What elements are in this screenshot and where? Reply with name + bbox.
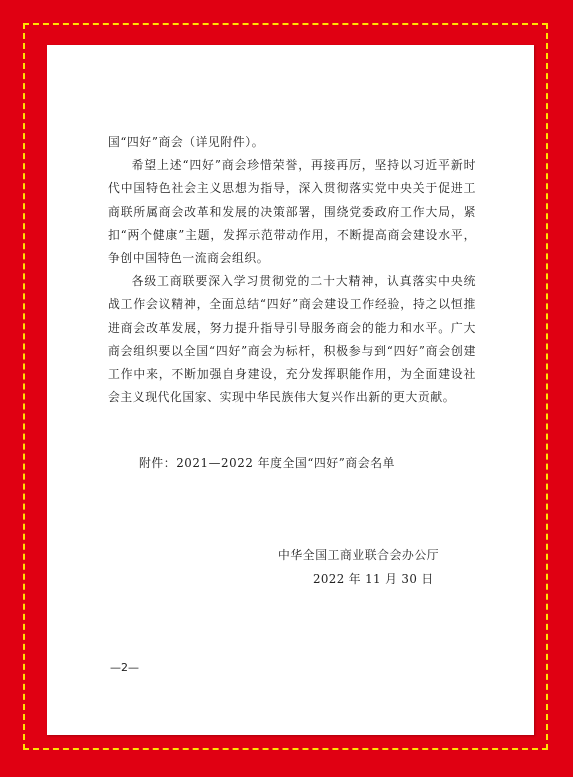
issuing-office: 中华全国工商业联合会办公厅 — [278, 548, 440, 562]
issue-date: 2022 年 11 月 30 日 — [313, 572, 434, 586]
document-page — [47, 45, 534, 735]
attachment-line: 附件：2021—2022 年度全国“四好”商会名单 — [139, 456, 396, 470]
paragraph-2: 希望上述“四好”商会珍惜荣誉，再接再厉，坚持以习近平新时代中国特色社会主义思想为指导，深入贯彻落实党中央关于促进工商联所属商会改革和发展的决策部署，围绕党委政府工作大局，紧扣“两个健康”主题，发挥示范带动作用，不断提高商会建设水平，争创中国特色一流商会组织。 — [108, 158, 476, 266]
page-number: —2— — [110, 661, 139, 674]
paragraph-1: 国“四好”商会（详见附件）。 — [108, 135, 265, 149]
paragraph-3: 各级工商联要深入学习贯彻党的二十大精神，认真落实中央统战工作会议精神，全面总结“四好”商会建设工作经验，持之以恒推进商会改革发展，努力提升指导引导服务商会的能力和水平。广大商会组织要以全国“四好”商会为标杆，积极参与到“四好”商会创建工作中来，不断加强自身建设，充分发挥职能作用，为全面建设社会主义现代化国家、实现中华民族伟大复兴作出新的更大贡献。 — [108, 274, 476, 405]
document-body — [108, 131, 476, 409]
